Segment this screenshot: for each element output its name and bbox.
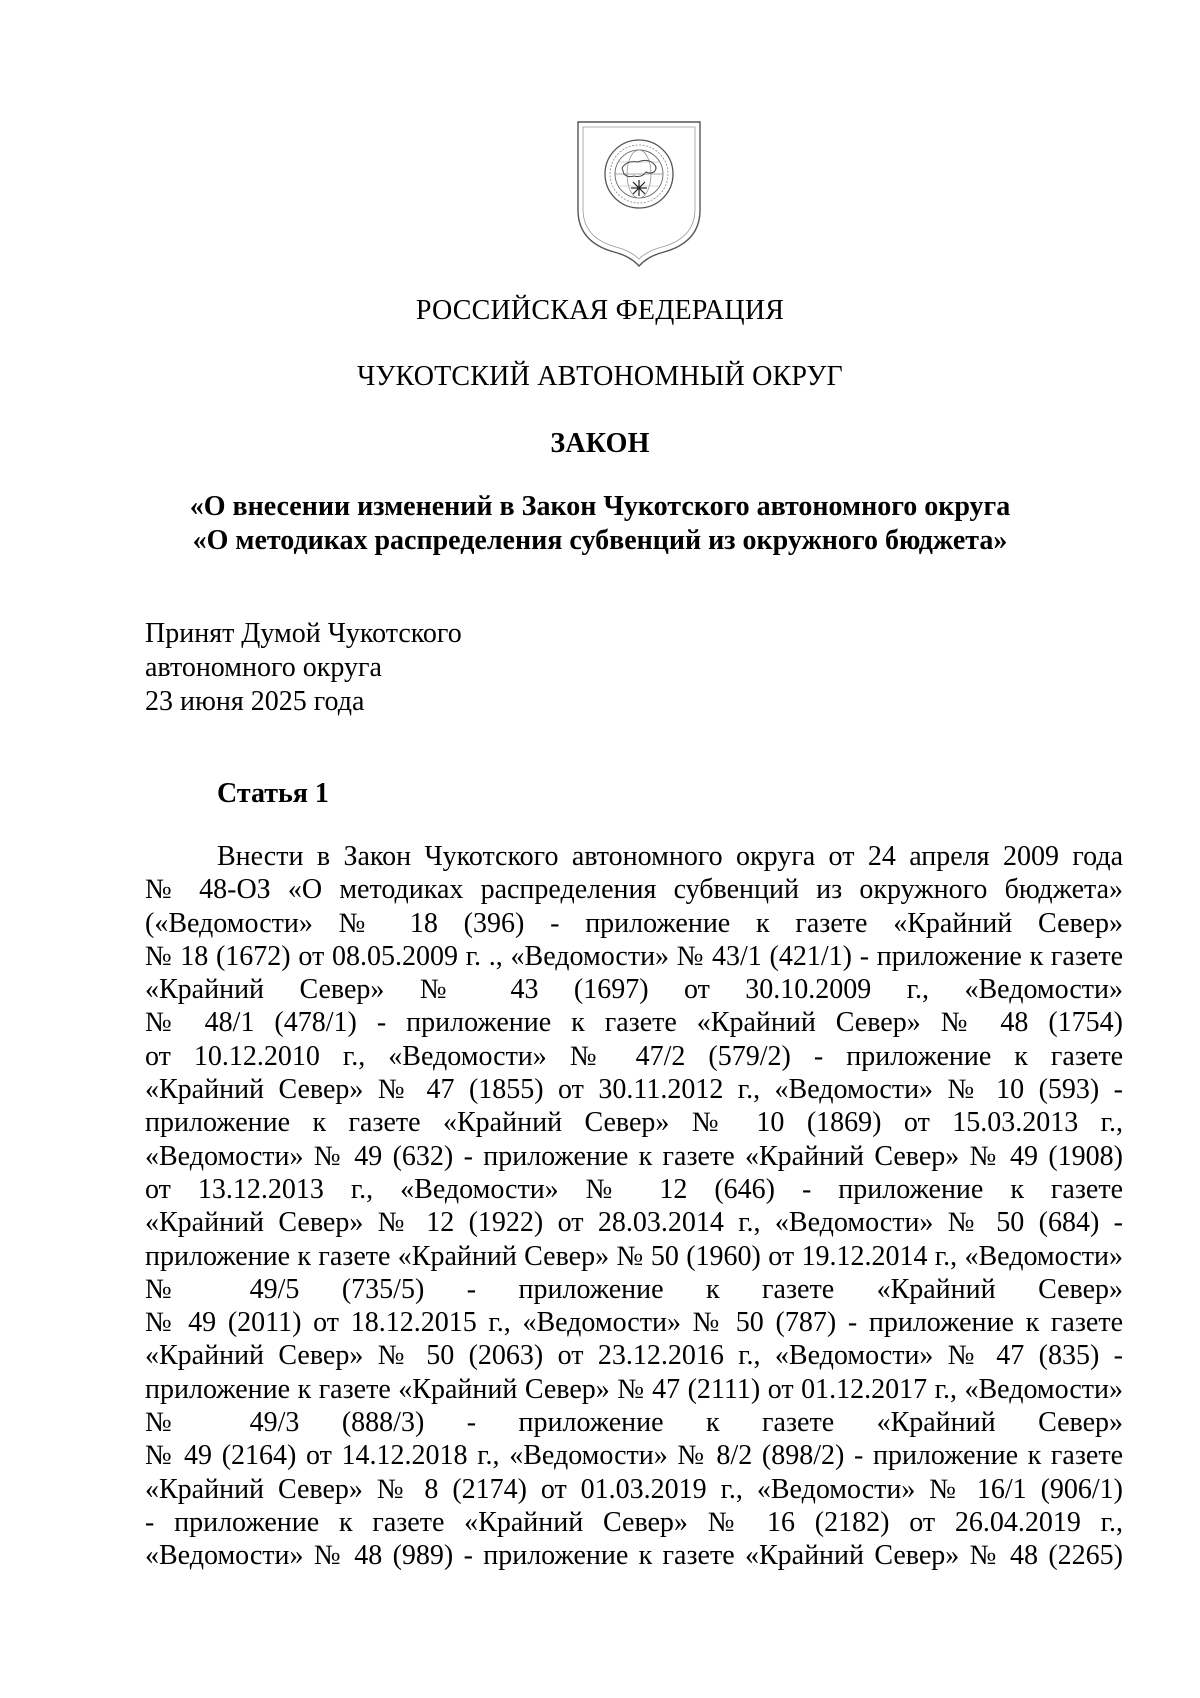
article-text-line: от 13.12.2013 г., «Ведомости» № 12 (646) - приложение к газете <box>145 1173 1123 1205</box>
article-text-line: «Ведомости» № 48 (989) - приложение к газете «Крайний Север» № 48 (2265) <box>145 1540 1123 1572</box>
article-text-line: «Крайний Север» № 47 (1855) от 30.11.2012 г., «Ведомости» № 10 (593) - <box>145 1074 1123 1106</box>
article-text-line: «Ведомости» № 49 (632) - приложение к газете «Крайний Север» № 49 (1908) <box>145 1140 1123 1172</box>
article-text-line: «Крайний Север» № 50 (2063) от 23.12.2016 г., «Ведомости» № 47 (835) - <box>145 1340 1123 1372</box>
article-text-line: «Крайний Север» № 12 (1922) от 28.03.2014 г., «Ведомости» № 50 (684) - <box>145 1207 1123 1239</box>
law-title <box>0 490 1200 558</box>
adoption-date: 23 июня 2025 года <box>145 686 365 717</box>
article-text-line: - приложение к газете «Крайний Север» № 16 (2182) от 26.04.2019 г., <box>145 1506 1123 1538</box>
article-text-line: № 48-ОЗ «О методиках распределения субвенций из окружного бюджета» <box>145 874 1123 906</box>
adoption-note-line: автономного округа <box>145 652 382 683</box>
article-text-line: № 49 (2011) от 18.12.2015 г., «Ведомости» № 50 (787) - приложение к газете <box>145 1307 1123 1339</box>
article-body <box>145 840 1123 1573</box>
article-text-line: № 18 (1672) от 08.05.2009 г. ., «Ведомости» № 43/1 (421/1) - приложение к газете <box>145 940 1123 972</box>
article-text-line: Внести в Закон Чукотского автономного округа от 24 апреля 2009 года <box>217 841 1123 872</box>
article-text-line: приложение к газете «Крайний Север» № 50 (1960) от 19.12.2014 г., «Ведомости» <box>145 1240 1123 1272</box>
article-text-line: приложение к газете «Крайний Север» № 47 (2111) от 01.12.2017 г., «Ведомости» <box>145 1373 1123 1405</box>
adoption-note-line: Принят Думой Чукотского <box>145 618 462 649</box>
adoption-note <box>145 617 462 719</box>
article-text-line: № 49 (2164) от 14.12.2018 г., «Ведомости» № 8/2 (898/2) - приложение к газете <box>145 1440 1123 1472</box>
article-text-line: приложение к газете «Крайний Север» № 10 (1869) от 15.03.2013 г., <box>145 1107 1123 1139</box>
article-heading: Статья 1 <box>217 778 329 809</box>
article-text-line: от 10.12.2010 г., «Ведомости» № 47/2 (579/2) - приложение к газете <box>145 1040 1123 1072</box>
region-title: ЧУКОТСКИЙ АВТОНОМНЫЙ ОКРУГ <box>357 361 843 392</box>
document-type-title: ЗАКОН <box>550 428 650 459</box>
article-text-line: («Ведомости» № 18 (396) - приложение к газете «Крайний Север» <box>145 907 1123 939</box>
article-text-line: «Крайний Север» № 8 (2174) от 01.03.2019 г., «Ведомости» № 16/1 (906/1) <box>145 1473 1123 1505</box>
article-text-line: № 48/1 (478/1) - приложение к газете «Крайний Север» № 48 (1754) <box>145 1007 1123 1039</box>
article-text-line: «Крайний Север» № 43 (1697) от 30.10.2009 г., «Ведомости» <box>145 974 1123 1006</box>
article-text-line: № 49/3 (888/3) - приложение к газете «Крайний Север» <box>145 1407 1123 1439</box>
law-title-line: «О методиках распределения субвенций из окружного бюджета» <box>192 525 1008 556</box>
law-title-line: «О внесении изменений в Закон Чукотского автономного округа <box>189 491 1011 522</box>
article-text-line: № 49/5 (735/5) - приложение к газете «Крайний Север» <box>145 1273 1123 1305</box>
coat-of-arms-icon <box>572 118 706 268</box>
country-title: РОССИЙСКАЯ ФЕДЕРАЦИЯ <box>415 295 785 326</box>
